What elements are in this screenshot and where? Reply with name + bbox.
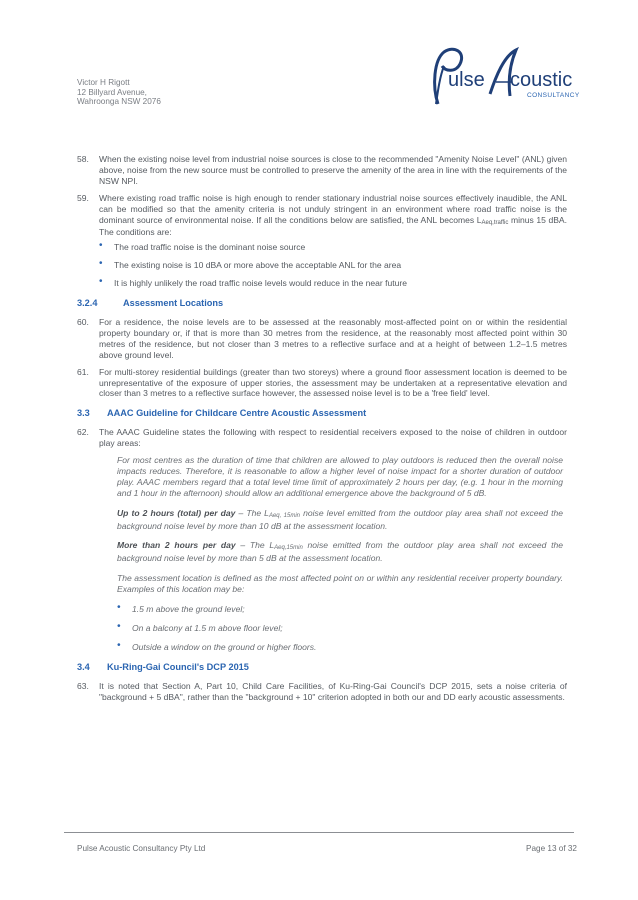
heading-title: Assessment Locations xyxy=(123,298,224,309)
paragraph-number: 59. xyxy=(77,192,89,203)
bullet-icon: • xyxy=(99,276,103,288)
bullet-icon: • xyxy=(99,240,103,252)
guideline-quote xyxy=(117,455,563,653)
logo-word-1: ulse xyxy=(448,69,485,91)
section-heading-3-2-4 xyxy=(77,298,567,309)
logo-word-2: coustic xyxy=(510,69,573,91)
heading-number: 3.4 xyxy=(77,661,90,672)
paragraph-58 xyxy=(77,154,567,187)
paragraph-61 xyxy=(77,367,567,400)
sender-address xyxy=(77,78,161,107)
conditions-list xyxy=(99,242,567,289)
footer-divider xyxy=(64,832,574,833)
section-heading-3-3 xyxy=(77,408,567,419)
list-item: • On a balcony at 1.5 m above floor level; xyxy=(117,621,283,633)
paragraph-text: The AAAC Guideline states the following with respect to residential receivers exposed to the noise of children in outdoor play areas: xyxy=(99,427,567,449)
bullet-icon: • xyxy=(117,621,121,632)
bullet-icon: • xyxy=(117,602,121,614)
footer-company: Pulse Acoustic Consultancy Pty Ltd xyxy=(77,844,206,853)
bullet-icon: • xyxy=(99,258,103,270)
pulse-acoustic-logo xyxy=(424,46,580,110)
quote-up-to-2-hours: Up to 2 hours (total) per day – The $L_{Aeq, 15min}$ noise level emitted from the outdoor play area shall not exceed the background noise level by more than 10 dB at the assessment location. xyxy=(117,507,564,531)
quote-location: The assessment location is defined as the most affected point on or within any residential receiver property boundary. Examples of this location may be: xyxy=(117,573,563,595)
paragraph-number: 58. xyxy=(77,154,89,164)
list-item: • The road traffic noise is the dominant noise source xyxy=(99,240,306,253)
paragraph-text: For a residence, the noise levels are to be assessed at the reasonably most-affected point on or within the residential property boundary or, if that is more than 30 metres from the residence, at the reasonably most affected point within 30 metres of the residence, but not closer than 3 metres to a reflective surface and at a height of between 1.2–1.5 metres above ground level. xyxy=(99,316,567,360)
paragraph-59 xyxy=(77,193,567,289)
address-line: Wahroonga NSW 2076 xyxy=(77,97,161,107)
address-line: Victor H Rigott xyxy=(77,78,130,87)
heading-number: 3.3 xyxy=(77,408,90,419)
paragraph-number: 61. xyxy=(77,366,89,377)
paragraph-number: 63. xyxy=(77,680,89,691)
location-examples-list xyxy=(117,604,563,653)
footer-page-number: Page 13 of 32 xyxy=(526,844,577,853)
body-content xyxy=(77,154,567,709)
quote-intro: For most centres as the duration of time that children are allowed to play outdoors is reduced then the overall noise impacts reduces. Therefore, it is reasonable to allow a higher level of noise impact for a shorter duration of outdoor play. AAAC members regard that a total level time limit of approximately 2 hours per day, (e.g. 1 hour in the morning and 1 hour in the afternoon) should allow an additional emergence above the background of 5 dB. xyxy=(117,455,563,498)
subscript: Aeq,traffic xyxy=(481,219,509,226)
quote-more-than-2-hours: More than 2 hours per day – The $L_{Aeq,15min}$ noise emitted from the outdoor play area shall not exceed the background noise level by more than 5 dB at the assessment location. xyxy=(117,540,564,564)
list-item: • The existing noise is 10 dBA or more above the acceptable ANL for the area xyxy=(99,258,402,271)
paragraph-63 xyxy=(77,681,567,703)
bullet-icon: • xyxy=(117,639,121,651)
paragraph-62 xyxy=(77,427,567,449)
heading-title: Ku-Ring-Gai Council's DCP 2015 xyxy=(107,661,249,672)
paragraph-60 xyxy=(77,317,567,361)
address-line: 12 Billyard Avenue, xyxy=(77,87,147,97)
section-heading-3-4 xyxy=(77,662,567,673)
paragraph-text: It is noted that Section A, Part 10, Child Care Facilities, of Ku-Ring-Gai Council's DCP 2015, sets a noise criteria of "background + 5 dBA", rather than the "background + 10" criterion adopted in both our and DD early acoustic assessments. xyxy=(99,680,567,702)
heading-number: 3.2.4 xyxy=(77,298,98,309)
heading-title: AAAC Guideline for Childcare Centre Acoustic Assessment xyxy=(107,408,367,419)
paragraph-text: minus 15 dBA. The conditions are: xyxy=(99,214,567,238)
paragraph-text: When the existing noise level from industrial noise sources is close to the recommended "Amenity Noise Level" (ANL) given above, noise from the new source must be controlled to preserve the amenity of the area in line with the requirements of the NSW NPI. xyxy=(99,154,567,186)
list-item: • It is highly unlikely the road traffic noise levels would reduce in the near future xyxy=(99,276,407,289)
paragraph-number: 60. xyxy=(77,316,89,327)
paragraph-text: Where existing road traffic noise is high enough to render stationary industrial noise sources effectively inaudible, the ANL can be modified so that the amenity criteria is not unduly stringent in an environment where road traffic noise is the dominant source of environmental noise. If all the conditions below are satisfied, the ANL becomes L xyxy=(99,192,567,225)
list-item: • Outside a window on the ground or higher floors. xyxy=(117,639,317,652)
paragraph-number: 62. xyxy=(77,427,89,438)
list-item: • 1.5 m above the ground level; xyxy=(117,602,245,615)
logo-subtitle: CONSULTANCY xyxy=(527,92,580,99)
paragraph-text: For multi-storey residential buildings (greater than two storeys) where a ground floor assessment location is deemed to be unrepresentative of the exposure of upper stories, the assessment may be undertaken at a representative elevation and closer than 3 metres to a reflective surface however, the assessed noise level is to be a 'free field' level. xyxy=(99,366,567,399)
